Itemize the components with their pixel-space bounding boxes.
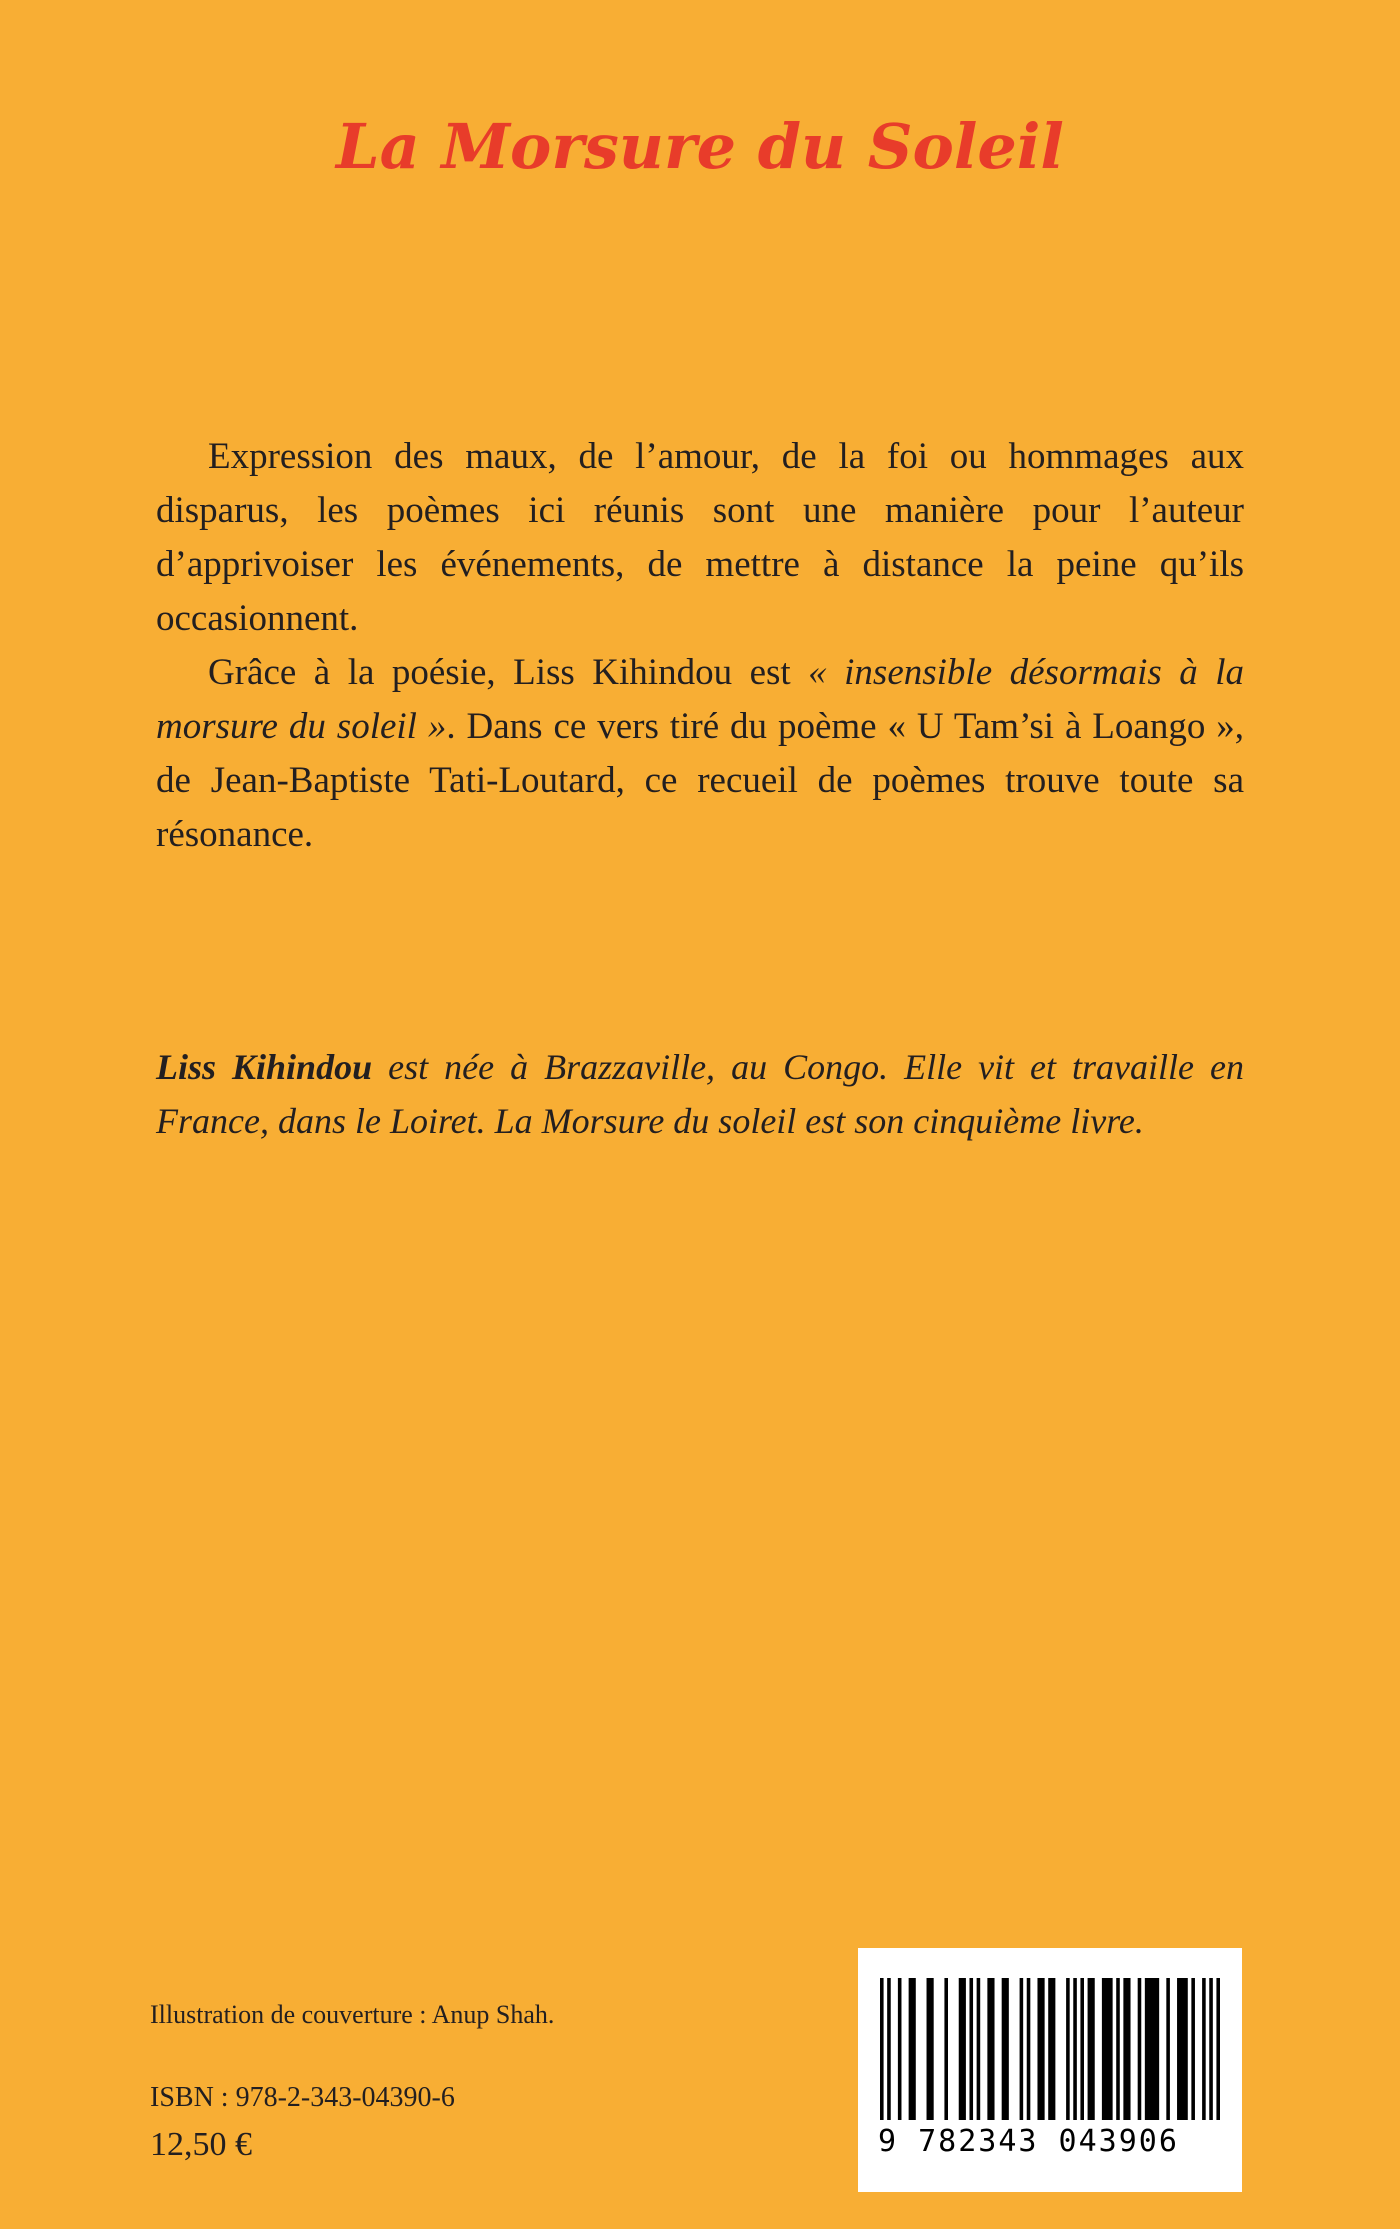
barcode-bar xyxy=(1166,1978,1170,2120)
blurb-paragraph-1: Expression des maux, de l’amour, de la foi ou hommages aux disparus, les poèmes ici réunis sont une manière pour l’auteur d’apprivoiser les événements, de mettre à distance la peine qu’ils occasionnent. xyxy=(156,436,1244,639)
book-title: La Morsure du Soleil xyxy=(336,110,1064,183)
barcode-label xyxy=(858,1948,1242,2192)
author-bio-text: est née à Brazzaville, au Congo. Elle vit et travaille en France, dans le Loiret. La Morsure du soleil est son cinquième livre. xyxy=(156,1047,1244,1141)
barcode-bar xyxy=(969,1978,973,2120)
barcode-bar xyxy=(880,1978,884,2120)
author-bio xyxy=(156,1040,1244,1148)
barcode-bar xyxy=(987,1978,994,2120)
blurb-p2-start: Grâce à la poésie, Liss Kihindou est xyxy=(208,652,809,693)
author-name: Liss Kihindou xyxy=(156,1047,373,1087)
barcode-bar xyxy=(1145,1978,1159,2120)
barcode-bar xyxy=(1066,1978,1070,2120)
barcode-bar xyxy=(977,1978,981,2120)
barcode-bar xyxy=(1116,1978,1120,2120)
barcode-bar xyxy=(1027,1978,1031,2120)
barcode-bar xyxy=(944,1978,948,2120)
barcode-bar xyxy=(1177,1978,1188,2120)
barcode-bar xyxy=(909,1978,916,2120)
barcode-bar xyxy=(1102,1978,1113,2120)
barcode-bar xyxy=(898,1978,902,2120)
barcode-bar xyxy=(1123,1978,1130,2120)
barcode-digits: 9 782343 043906 xyxy=(878,2124,1179,2159)
barcode-bar xyxy=(1191,1978,1195,2120)
barcode-bar xyxy=(1080,1978,1084,2120)
blurb-p2-end: . Dans ce vers tiré du poème « U Tam’si à Loango », de Jean-Baptiste Tati-Loutard, ce recueil de poèmes trouve toute sa résonance. xyxy=(156,706,1244,855)
cover-credit: Illustration de couverture : Anup Shah. xyxy=(150,2000,555,2029)
barcode-bar xyxy=(1037,1978,1044,2120)
barcode-bar xyxy=(887,1978,891,2120)
barcode-bar xyxy=(1202,1978,1206,2120)
barcode-bar xyxy=(1138,1978,1142,2120)
barcode-bar xyxy=(1020,1978,1024,2120)
barcode-bar xyxy=(927,1978,934,2120)
barcode-bar xyxy=(1002,1978,1009,2120)
price: 12,50 € xyxy=(150,2126,252,2163)
isbn: ISBN : 978-2-343-04390-6 xyxy=(150,2082,455,2113)
barcode-icon xyxy=(878,1978,1222,2120)
barcode-bar xyxy=(1216,1978,1220,2120)
barcode-bar xyxy=(1088,1978,1095,2120)
blurb-paragraph-2 xyxy=(156,646,1244,862)
blurb-quote: « insensible désormais à la morsure du soleil » xyxy=(156,652,1244,747)
barcode-bar xyxy=(959,1978,966,2120)
back-cover-blurb xyxy=(156,430,1244,862)
barcode-bar xyxy=(1048,1978,1055,2120)
barcode-bar xyxy=(1209,1978,1213,2120)
barcode-bar xyxy=(1073,1978,1077,2120)
